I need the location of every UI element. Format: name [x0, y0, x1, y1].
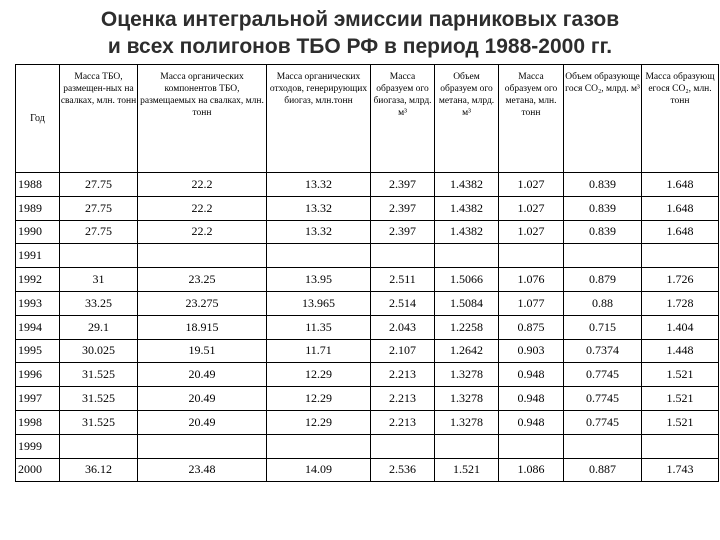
table-row [16, 291, 719, 315]
cell-methane-volume: 1.3278 [435, 410, 499, 434]
cell-methane-volume: 1.4382 [435, 220, 499, 244]
cell-methane-mass: 1.086 [499, 458, 564, 482]
cell-co2-mass [642, 244, 719, 268]
cell-methane-volume: 1.2258 [435, 315, 499, 339]
cell-biogas-mass: 2.213 [371, 363, 435, 387]
header-co2-volume: Объем образующе гося CO₂, млрд. м³ [564, 65, 642, 173]
cell-methane-volume: 1.4382 [435, 173, 499, 197]
cell-methane-mass: 1.027 [499, 220, 564, 244]
cell-organic-mass: 23.275 [138, 291, 267, 315]
cell-organic-mass [138, 244, 267, 268]
table-row [16, 458, 719, 482]
cell-year: 1991 [16, 244, 60, 268]
cell-tbo-mass: 27.75 [60, 220, 138, 244]
cell-year: 1996 [16, 363, 60, 387]
cell-organic-mass: 22.2 [138, 220, 267, 244]
cell-co2-volume: 0.88 [564, 291, 642, 315]
cell-methane-volume: 1.5084 [435, 291, 499, 315]
cell-year: 2000 [16, 458, 60, 482]
cell-co2-mass: 1.521 [642, 363, 719, 387]
cell-organic-mass: 22.2 [138, 173, 267, 197]
cell-biogas-waste-mass: 13.32 [267, 220, 371, 244]
cell-organic-mass: 19.51 [138, 339, 267, 363]
cell-tbo-mass: 31 [60, 268, 138, 292]
cell-year: 1998 [16, 410, 60, 434]
cell-organic-mass: 20.49 [138, 387, 267, 411]
cell-year: 1994 [16, 315, 60, 339]
cell-co2-mass: 1.726 [642, 268, 719, 292]
cell-year: 1992 [16, 268, 60, 292]
cell-biogas-mass: 2.397 [371, 173, 435, 197]
cell-co2-mass: 1.448 [642, 339, 719, 363]
cell-tbo-mass: 31.525 [60, 363, 138, 387]
cell-biogas-waste-mass: 13.965 [267, 291, 371, 315]
cell-biogas-waste-mass: 12.29 [267, 387, 371, 411]
cell-methane-mass: 1.076 [499, 268, 564, 292]
table-row [16, 244, 719, 268]
cell-year: 1988 [16, 173, 60, 197]
cell-co2-volume: 0.839 [564, 173, 642, 197]
table-row [16, 387, 719, 411]
cell-biogas-waste-mass: 14.09 [267, 458, 371, 482]
cell-methane-mass: 0.948 [499, 387, 564, 411]
cell-methane-mass: 1.027 [499, 196, 564, 220]
cell-biogas-mass: 2.107 [371, 339, 435, 363]
cell-biogas-mass [371, 244, 435, 268]
header-methane-volume: Объем образуем ого метана, млрд. м³ [435, 65, 499, 173]
cell-co2-mass: 1.743 [642, 458, 719, 482]
cell-co2-mass: 1.521 [642, 387, 719, 411]
table-row [16, 339, 719, 363]
cell-biogas-waste-mass [267, 434, 371, 458]
cell-methane-mass: 1.027 [499, 173, 564, 197]
cell-methane-volume: 1.4382 [435, 196, 499, 220]
cell-methane-mass: 1.077 [499, 291, 564, 315]
cell-year: 1999 [16, 434, 60, 458]
cell-co2-volume: 0.7745 [564, 410, 642, 434]
cell-biogas-mass: 2.213 [371, 387, 435, 411]
table-row [16, 196, 719, 220]
cell-biogas-mass: 2.514 [371, 291, 435, 315]
cell-methane-mass: 0.875 [499, 315, 564, 339]
cell-organic-mass: 20.49 [138, 410, 267, 434]
cell-co2-mass: 1.648 [642, 220, 719, 244]
table-row [16, 268, 719, 292]
title-line-1: Оценка интегральной эмиссии парниковых газов [100, 8, 620, 31]
table-row [16, 173, 719, 197]
cell-organic-mass: 18.915 [138, 315, 267, 339]
cell-biogas-waste-mass: 13.95 [267, 268, 371, 292]
cell-co2-volume: 0.839 [564, 220, 642, 244]
cell-biogas-waste-mass: 13.32 [267, 196, 371, 220]
cell-biogas-waste-mass: 13.32 [267, 173, 371, 197]
cell-tbo-mass: 29.1 [60, 315, 138, 339]
cell-biogas-mass: 2.397 [371, 220, 435, 244]
cell-biogas-mass: 2.213 [371, 410, 435, 434]
cell-methane-mass: 0.903 [499, 339, 564, 363]
header-biogas-mass: Масса образуем ого биогаза, млрд. м³ [371, 65, 435, 173]
cell-tbo-mass: 36.12 [60, 458, 138, 482]
header-organic-mass: Масса органических компонентов ТБО, размещаемых на свалках, млн. тонн [138, 65, 267, 173]
page-title [0, 6, 720, 60]
table-body [16, 173, 719, 482]
header-year: Год [16, 65, 60, 173]
cell-organic-mass: 20.49 [138, 363, 267, 387]
header-tbo-mass: Масса ТБО, размещен-ных на свалках, млн. тонн [60, 65, 138, 173]
cell-co2-volume [564, 434, 642, 458]
cell-methane-mass [499, 244, 564, 268]
cell-methane-volume: 1.5066 [435, 268, 499, 292]
cell-methane-volume: 1.2642 [435, 339, 499, 363]
cell-co2-mass: 1.648 [642, 173, 719, 197]
cell-tbo-mass: 31.525 [60, 410, 138, 434]
cell-biogas-waste-mass: 12.29 [267, 410, 371, 434]
cell-co2-volume [564, 244, 642, 268]
cell-tbo-mass: 27.75 [60, 196, 138, 220]
cell-tbo-mass: 31.525 [60, 387, 138, 411]
header-row [16, 65, 719, 173]
cell-tbo-mass: 30.025 [60, 339, 138, 363]
cell-year: 1990 [16, 220, 60, 244]
table-row [16, 363, 719, 387]
cell-tbo-mass [60, 244, 138, 268]
cell-co2-volume: 0.7745 [564, 387, 642, 411]
cell-methane-volume: 1.521 [435, 458, 499, 482]
table-row [16, 315, 719, 339]
cell-biogas-mass: 2.043 [371, 315, 435, 339]
cell-organic-mass: 23.48 [138, 458, 267, 482]
cell-co2-mass [642, 434, 719, 458]
cell-methane-volume: 1.3278 [435, 387, 499, 411]
cell-organic-mass: 23.25 [138, 268, 267, 292]
cell-methane-volume [435, 244, 499, 268]
cell-methane-mass [499, 434, 564, 458]
cell-methane-mass: 0.948 [499, 410, 564, 434]
cell-co2-mass: 1.648 [642, 196, 719, 220]
cell-tbo-mass [60, 434, 138, 458]
cell-methane-volume [435, 434, 499, 458]
cell-co2-volume: 0.879 [564, 268, 642, 292]
emissions-table [15, 64, 719, 482]
cell-co2-volume: 0.839 [564, 196, 642, 220]
header-co2-mass: Масса образующ егося CO₂, млн. тонн [642, 65, 719, 173]
table-row [16, 434, 719, 458]
cell-co2-volume: 0.887 [564, 458, 642, 482]
cell-biogas-mass [371, 434, 435, 458]
cell-methane-volume: 1.3278 [435, 363, 499, 387]
cell-year: 1989 [16, 196, 60, 220]
cell-tbo-mass: 27.75 [60, 173, 138, 197]
cell-year: 1997 [16, 387, 60, 411]
table-row [16, 220, 719, 244]
cell-co2-mass: 1.728 [642, 291, 719, 315]
cell-co2-mass: 1.521 [642, 410, 719, 434]
cell-biogas-waste-mass [267, 244, 371, 268]
cell-year: 1995 [16, 339, 60, 363]
cell-tbo-mass: 33.25 [60, 291, 138, 315]
cell-biogas-waste-mass: 11.35 [267, 315, 371, 339]
cell-co2-mass: 1.404 [642, 315, 719, 339]
cell-organic-mass: 22.2 [138, 196, 267, 220]
cell-co2-volume: 0.7745 [564, 363, 642, 387]
title-line-2: и всех полигонов ТБО РФ в период 1988-2000 гг. [107, 35, 613, 58]
cell-biogas-mass: 2.536 [371, 458, 435, 482]
cell-biogas-mass: 2.511 [371, 268, 435, 292]
cell-co2-volume: 0.715 [564, 315, 642, 339]
table-row [16, 410, 719, 434]
header-methane-mass: Масса образуем ого метана, млн. тонн [499, 65, 564, 173]
cell-biogas-mass: 2.397 [371, 196, 435, 220]
cell-organic-mass [138, 434, 267, 458]
cell-co2-volume: 0.7374 [564, 339, 642, 363]
cell-year: 1993 [16, 291, 60, 315]
cell-biogas-waste-mass: 11.71 [267, 339, 371, 363]
cell-biogas-waste-mass: 12.29 [267, 363, 371, 387]
header-biogas-waste-mass: Масса органических отходов, генерирующих биогаз, млн.тонн [267, 65, 371, 173]
cell-methane-mass: 0.948 [499, 363, 564, 387]
